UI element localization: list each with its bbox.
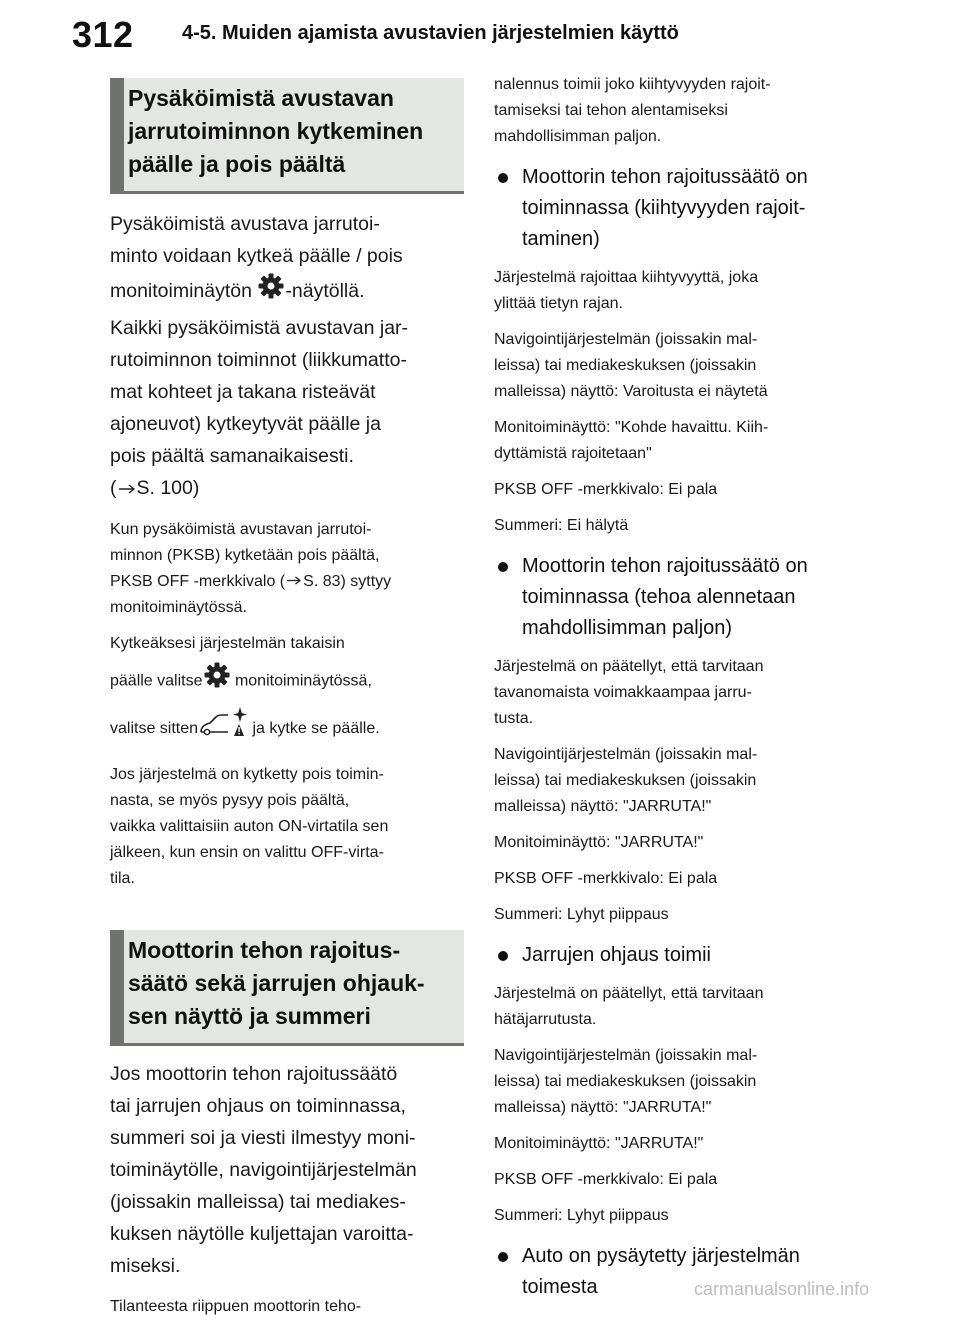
text-span: -näytöllä. <box>285 280 365 303</box>
situation-paragraph <box>110 1294 464 1320</box>
bullet-line: toiminnassa (kiihtyvyyden rajoit- <box>522 197 806 219</box>
watermark: carmanualsonline.info <box>694 1279 870 1299</box>
text-span: valitse sitten <box>110 720 199 738</box>
intro-paragraph <box>110 208 464 505</box>
text-line: Kaikki pysäköimistä avustavan jar- <box>110 317 409 339</box>
text-line: nasta, se myös pysyy pois päältä, <box>110 792 350 810</box>
text-line: Navigointijärjestelmän (joissakin mal- <box>494 746 758 763</box>
text-line: Järjestelmä rajoittaa kiihtyvyyttä, joka <box>494 269 759 286</box>
left-column <box>110 78 464 1320</box>
section-heading-display-buzzer <box>110 930 464 1046</box>
warning-paragraph <box>110 1058 464 1282</box>
text-line: malleissa) näyttö: Varoitusta ei näytetä <box>494 383 768 400</box>
text-line: leissa) tai mediakeskuksen (joissakin <box>494 357 757 374</box>
text-line: leissa) tai mediakeskuksen (joissakin <box>494 1073 757 1090</box>
b2-indicator: PKSB OFF -merkkivalo: Ei pala <box>494 870 718 887</box>
text-line: malleissa) näyttö: "JARRUTA!" <box>494 1099 712 1116</box>
text-line: jälkeen, kun ensin on valittu OFF-virta- <box>110 844 384 862</box>
text-line: hätäjarrutusta. <box>494 1011 597 1028</box>
heading-line: Moottorin tehon rajoitus- <box>128 937 401 964</box>
bullet-dot-icon <box>498 173 508 183</box>
text-line: rutoiminnon toiminnot (liikkumatto- <box>110 349 407 371</box>
text-line: Navigointijärjestelmän (joissakin mal- <box>494 331 758 348</box>
heading-line: Pysäköimistä avustavan <box>128 85 394 111</box>
b3-indicator: PKSB OFF -merkkivalo: Ei pala <box>494 1171 718 1188</box>
text-span: S. 100) <box>136 477 200 499</box>
text-line: leissa) tai mediakeskuksen (joissakin <box>494 772 757 789</box>
gear-icon <box>203 661 231 702</box>
text-line: Jos järjestelmä on kytketty pois toimin- <box>110 766 384 784</box>
text-line: tavanomaista voimakkaampaa jarru- <box>494 684 752 701</box>
b1-nav <box>494 327 844 405</box>
b2-buzzer: Summeri: Lyhyt piippaus <box>494 906 669 923</box>
heading-line: jarrutoiminnon kytkeminen <box>128 118 424 144</box>
header-title: 4-5. Muiden ajamista avustavien järjestelmien käyttö <box>182 22 679 44</box>
persist-paragraph <box>110 762 464 892</box>
text-line: Jos moottorin tehon rajoitussäätö <box>110 1063 398 1086</box>
text-line: mahdollisimman paljon. <box>494 128 662 145</box>
text-line: ajoneuvot) kytkeytyvät päälle ja <box>110 413 381 435</box>
text-line: kuksen näytölle kuljettajan varoitta- <box>110 1223 414 1246</box>
text-line: tai jarrujen ohjaus on toiminnassa, <box>110 1095 406 1118</box>
b1-multi <box>494 415 844 467</box>
gear-icon <box>257 272 285 312</box>
bullet-dot-icon <box>498 1252 508 1262</box>
text-line: tila. <box>110 870 135 888</box>
text-span: päälle valitse <box>110 672 203 690</box>
car-sparkle-icon <box>198 706 248 752</box>
text-span: PKSB OFF -merkkivalo ( <box>110 573 286 591</box>
b1-desc <box>494 265 844 317</box>
page-reference[interactable] <box>110 472 464 505</box>
text-line: tamiseksi tai tehon alentamiseksi <box>494 102 728 119</box>
heading-line: päälle ja pois päältä <box>128 151 346 177</box>
text-line: dyttämistä rajoitetaan" <box>494 445 652 462</box>
text-line: ylittää tietyn rajan. <box>494 295 623 312</box>
text-line: Tilanteesta riippuen moottorin teho- <box>110 1298 362 1316</box>
b3-desc <box>494 981 844 1033</box>
text-line: tusta. <box>494 710 534 727</box>
text-line: (joissakin malleissa) tai mediakes- <box>110 1191 406 1214</box>
b2-nav <box>494 742 844 820</box>
text-line <box>110 569 464 595</box>
b1-buzzer: Summeri: Ei hälytä <box>494 517 629 534</box>
b1-indicator: PKSB OFF -merkkivalo: Ei pala <box>494 481 718 498</box>
text-line: Pysäköimistä avustava jarrutoi- <box>110 213 380 235</box>
page-number: 312 <box>72 14 134 55</box>
bullet-line: Jarrujen ohjaus toimii <box>522 944 711 966</box>
text-line: Järjestelmä on päätellyt, että tarvitaan <box>494 658 764 675</box>
b2-multi: Monitoiminäyttö: "JARRUTA!" <box>494 834 704 851</box>
text-line <box>110 661 464 702</box>
text-line: summeri soi ja viesti ilmestyy moni- <box>110 1127 416 1150</box>
page-header <box>0 0 960 76</box>
arrow-ref-icon <box>286 569 302 595</box>
bullet-line: taminen) <box>522 228 600 250</box>
bullet-line: Moottorin tehon rajoitussäätö on <box>522 166 808 188</box>
b3-multi: Monitoiminäyttö: "JARRUTA!" <box>494 1135 704 1152</box>
section-heading-pksb-toggle <box>110 78 464 194</box>
text-line: monitoiminäytössä. <box>110 599 247 617</box>
text-line: Navigointijärjestelmän (joissakin mal- <box>494 1047 758 1064</box>
bullet-power-reduction <box>494 551 844 644</box>
bullet-dot-icon <box>498 562 508 572</box>
bullet-dot-icon <box>498 951 508 961</box>
text-line: Kytkeäksesi järjestelmän takaisin <box>110 635 345 653</box>
text-line: mat kohteet ja takana risteävät <box>110 381 376 403</box>
arrow-ref-icon <box>118 473 136 505</box>
text-line: Järjestelmä on päätellyt, että tarvitaan <box>494 985 764 1002</box>
b3-nav <box>494 1043 844 1121</box>
text-span: S. 83) syttyy <box>303 573 392 591</box>
text-span: ja kytke se päälle. <box>248 720 380 738</box>
text-span: monitoiminäytössä, <box>230 672 372 690</box>
b2-desc <box>494 654 844 732</box>
bullet-acceleration-limit <box>494 162 844 255</box>
bullet-line: mahdollisimman paljon) <box>522 617 733 639</box>
text-line: malleissa) näyttö: "JARRUTA!" <box>494 798 712 815</box>
bullet-line: Moottorin tehon rajoitussäätö on <box>522 555 808 577</box>
text-line: Monitoiminäyttö: "Kohde havaittu. Kiih- <box>494 419 769 436</box>
bullet-line: toiminnassa (tehoa alennetaan <box>522 586 796 608</box>
continued-paragraph <box>494 72 844 150</box>
text-line: minto voidaan kytkeä päälle / pois <box>110 245 403 267</box>
bullet-line: toimesta <box>522 1276 598 1298</box>
text-line: toiminäytölle, navigointijärjestelmän <box>110 1159 417 1182</box>
re-enable-paragraph <box>110 631 464 752</box>
heading-line: sen näyttö ja summeri <box>128 1003 371 1030</box>
text-line: vaikka valittaisiin auton ON-virtatila sen <box>110 818 389 836</box>
b3-buzzer: Summeri: Lyhyt piippaus <box>494 1207 669 1224</box>
text-line <box>110 272 464 312</box>
text-line: minnon (PKSB) kytketään pois päältä, <box>110 546 380 564</box>
text-line: nalennus toimii joko kiihtyvyyden rajoit- <box>494 76 771 93</box>
text-line: miseksi. <box>110 1255 181 1278</box>
text-line: Kun pysäköimistä avustavan jarrutoi- <box>110 520 372 538</box>
pksb-off-paragraph <box>110 517 464 621</box>
text-span: monitoiminäytön <box>110 280 258 303</box>
right-column <box>494 72 844 1303</box>
heading-line: säätö sekä jarrujen ohjauk- <box>128 970 425 997</box>
text-line: pois päältä samanaikaisesti. <box>110 445 354 467</box>
bullet-brake-control <box>494 940 844 971</box>
text-line <box>110 706 464 752</box>
bullet-line: Auto on pysäytetty järjestelmän <box>522 1245 800 1267</box>
text-span: ( <box>110 477 117 499</box>
